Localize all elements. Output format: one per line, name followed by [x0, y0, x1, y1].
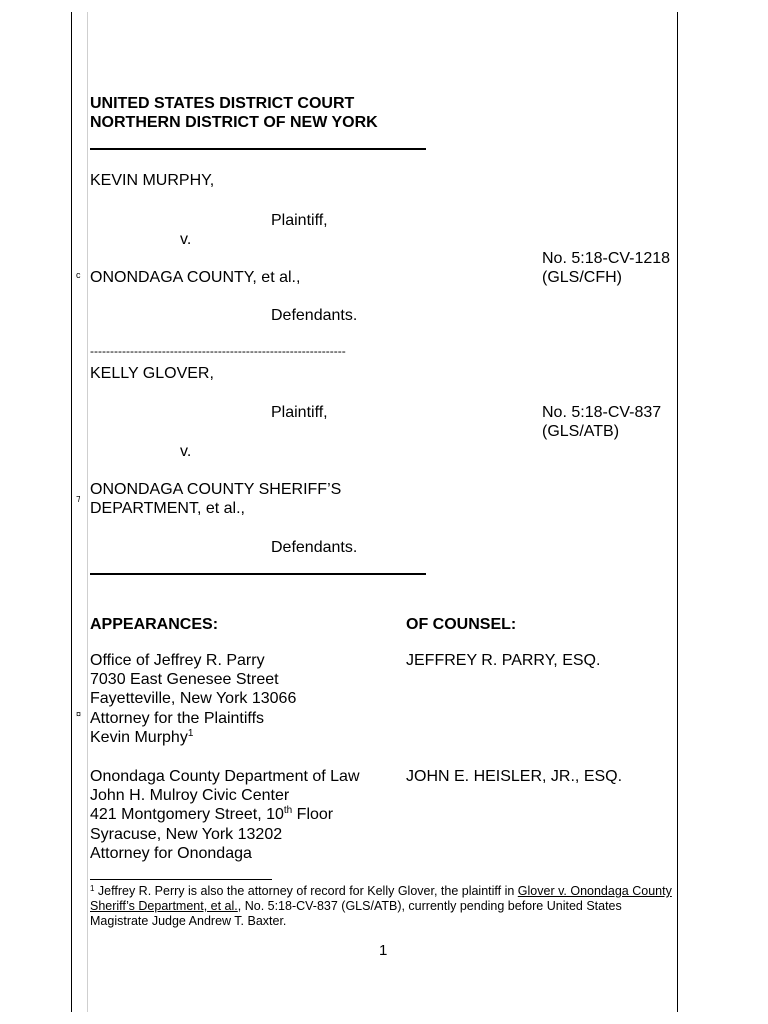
appearance1-line3: Fayetteville, New York 13066 — [90, 690, 297, 707]
court-name-line1: UNITED STATES DISTRICT COURT — [90, 95, 355, 112]
case1-defendant-name: ONONDAGA COUNTY, et al., — [90, 269, 301, 286]
heading-rule — [90, 148, 426, 150]
appearance2-line1: Onondaga County Department of Law — [90, 768, 360, 785]
footnote-rule — [90, 879, 272, 880]
appearance2-line4: Syracuse, New York 13202 — [90, 826, 283, 843]
case2-defendant-role: Defendants. — [271, 539, 358, 556]
left-margin-line-inner — [87, 12, 88, 1012]
case1-defendant-role: Defendants. — [271, 307, 358, 324]
footnote-text-b: , No. 5:18-CV-837 (GLS/ATB), currently pending before United States Magistrate Judge Andrew T. Baxter. — [90, 899, 622, 928]
margin-mark-1: c — [76, 270, 81, 280]
appearance2-line5: Attorney for Onondaga — [90, 845, 252, 862]
footnote-marker: 1 — [90, 884, 95, 893]
page-number: 1 — [379, 942, 388, 959]
case2-defendant-line2: DEPARTMENT, et al., — [90, 500, 245, 517]
footnote-reference[interactable]: 1 — [187, 728, 194, 739]
appearance1-line4: Attorney for the Plaintiffs — [90, 710, 265, 727]
court-name-line2: NORTHERN DISTRICT OF NEW YORK — [90, 114, 378, 131]
case1-plaintiff-role: Plaintiff, — [271, 212, 328, 229]
ordinal-suffix: th — [283, 805, 293, 816]
case2-plaintiff-role: Plaintiff, — [271, 404, 328, 421]
case-separator: ---------------------------------------------------------------- — [90, 344, 346, 358]
appearance1-client: Kevin Murphy — [90, 729, 188, 746]
case2-number-line1: No. 5:18-CV-837 — [542, 404, 662, 421]
right-margin-line — [677, 12, 678, 1012]
case1-versus: v. — [180, 231, 192, 248]
appearance1-counsel: JEFFREY R. PARRY, ESQ. — [406, 652, 601, 669]
margin-mark-3: ¤ — [76, 709, 82, 719]
footnote-case-name: Glover v. Onondaga County Sheriff’s Department, et al. — [90, 884, 672, 913]
case2-versus: v. — [180, 443, 192, 460]
left-margin-line — [71, 12, 72, 1012]
appearance1-line2: 7030 East Genesee Street — [90, 671, 279, 688]
case1-number-line2: (GLS/CFH) — [542, 269, 622, 286]
case2-defendant-line1: ONONDAGA COUNTY SHERIFF’S — [90, 481, 342, 498]
case2-number-line2: (GLS/ATB) — [542, 423, 620, 440]
appearances-heading: APPEARANCES: — [90, 616, 219, 633]
case1-number-line1: No. 5:18-CV-1218 — [542, 250, 671, 267]
appearance2-line3 — [90, 805, 333, 825]
appearance2-counsel: JOHN E. HEISLER, JR., ESQ. — [406, 768, 623, 785]
margin-mark-2: ⁊ — [76, 493, 81, 503]
case2-plaintiff-name: KELLY GLOVER, — [90, 365, 214, 382]
of-counsel-heading: OF COUNSEL: — [406, 616, 517, 633]
footnote-text-a: Jeffrey R. Perry is also the attorney of record for Kelly Glover, the plaintiff in — [94, 884, 518, 898]
caption-bottom-rule — [90, 573, 426, 575]
footnote — [90, 884, 672, 929]
case1-plaintiff-name: KEVIN MURPHY, — [90, 172, 215, 189]
appearance2-line2: John H. Mulroy Civic Center — [90, 787, 290, 804]
appearance2-line3-text: 421 Montgomery Street, 10 — [90, 806, 284, 823]
appearance1-line1: Office of Jeffrey R. Parry — [90, 652, 265, 669]
appearance2-line3-tail: Floor — [292, 806, 334, 823]
appearance1-line5 — [90, 728, 193, 748]
